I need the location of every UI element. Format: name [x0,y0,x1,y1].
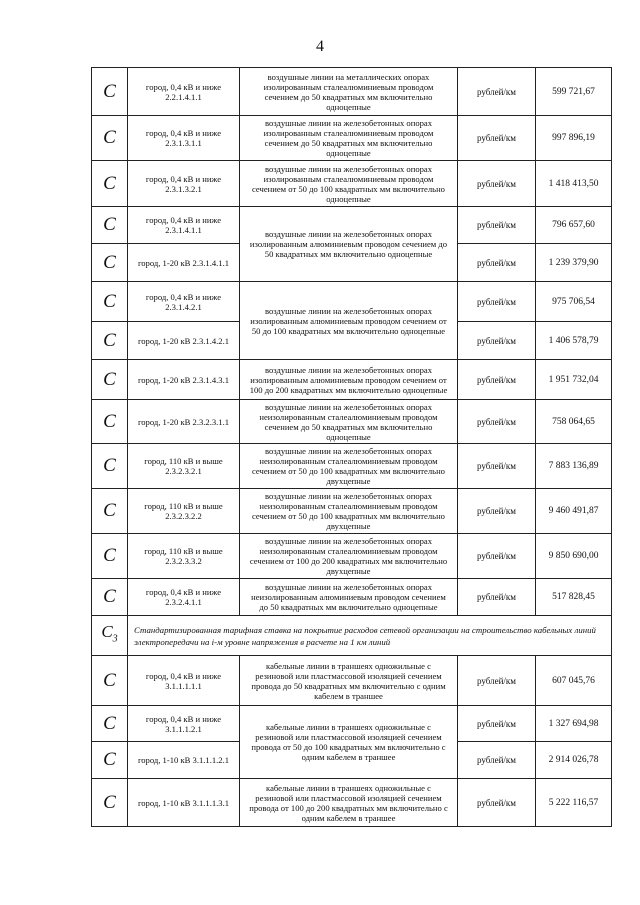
voltage-category: город, 0,4 кВ и ниже 2.2.1.4.1.1 [128,68,240,116]
line-description: воздушные линии на железобетонных опорах изолированным сталеалюминиевым проводом сечением до 50 квадратных мм включительно одноцепные [240,116,458,161]
page-number: 4 [316,38,324,55]
table-row [92,360,612,400]
rate-symbol: C [92,706,128,742]
tariff-table [91,67,612,827]
line-description: воздушные линии на железобетонных опорах изолированным алюминиевым проводом сечением от 50 до 100 квадратных мм включительно одноцепные [240,282,458,360]
voltage-category: город, 0,4 кВ и ниже 2.3.1.3.1.1 [128,116,240,161]
table-row [92,68,612,116]
unit-cell: рублей/км [458,322,536,360]
rate-value: 5 222 116,57 [536,779,612,827]
table-row [92,444,612,489]
voltage-category: город, 1-20 кВ 2.3.1.4.2.1 [128,322,240,360]
rate-symbol: C [92,68,128,116]
voltage-category: город, 1-20 кВ 2.3.2.3.1.1 [128,400,240,444]
line-description: воздушные линии на железобетонных опорах неизолированным сталеалюминиевым проводом сечением от 50 до 100 квадратных мм включительно двухцепные [240,489,458,534]
rate-value: 599 721,67 [536,68,612,116]
line-description: воздушные линии на железобетонных опорах неизолированным сталеалюминиевым проводом сечением от 100 до 200 квадратных мм включительно двухцепные [240,534,458,579]
line-description: воздушные линии на железобетонных опорах неизолированным сталеалюминиевым проводом сечением от 50 до 100 квадратных мм включительно двухцепные [240,444,458,489]
rate-symbol: C [92,489,128,534]
table-row [92,489,612,534]
rate-value: 796 657,60 [536,207,612,244]
rate-value: 1 418 413,50 [536,161,612,207]
rate-symbol: C [92,161,128,207]
voltage-category: город, 110 кВ и выше 2.3.2.3.3.2 [128,534,240,579]
line-description: воздушные линии на железобетонных опорах неизолированным алюминиевым проводом сечением до 50 квадратных мм включительно одноцепные [240,579,458,616]
rate-value: 975 706,54 [536,282,612,322]
table-row [92,656,612,706]
line-description: кабельные линии в траншеях одножильные с резиновой или пластмассовой изоляцией сечением провода от 50 до 100 квадратных мм включительно с одним кабелем в траншее [240,706,458,779]
section-symbol-letter: C [101,621,113,641]
rate-symbol: C [92,244,128,282]
rate-symbol: C [92,322,128,360]
table-row [92,161,612,207]
rate-value: 9 460 491,87 [536,489,612,534]
rate-symbol: C [92,282,128,322]
line-description: воздушные линии на железобетонных опорах изолированным сталеалюминиевым проводом сечением от 50 до 100 квадратных мм включительно одноцепные [240,161,458,207]
rate-symbol: C [92,579,128,616]
table-row [92,779,612,827]
unit-cell: рублей/км [458,656,536,706]
table-row [92,282,612,322]
line-description: воздушные линии на железобетонных опорах неизолированным сталеалюминиевым проводом сечением до 50 квадратных мм включительно одноцепные [240,400,458,444]
voltage-category: город, 0,4 кВ и ниже 3.1.1.1.2.1 [128,706,240,742]
voltage-category: город, 0,4 кВ и ниже 2.3.1.4.1.1 [128,207,240,244]
section-header-row [92,616,612,656]
rate-value: 607 045,76 [536,656,612,706]
table-row [92,579,612,616]
unit-cell: рублей/км [458,68,536,116]
rate-value: 2 914 026,78 [536,742,612,779]
unit-cell: рублей/км [458,400,536,444]
unit-cell: рублей/км [458,360,536,400]
line-description: кабельные линии в траншеях одножильные с резиновой или пластмассовой изоляцией сечением провода до 50 квадратных мм включительно с одним кабелем в траншее [240,656,458,706]
voltage-category: город, 0,4 кВ и ниже 2.3.1.3.2.1 [128,161,240,207]
unit-cell: рублей/км [458,444,536,489]
voltage-category: город, 110 кВ и выше 2.3.2.3.2.1 [128,444,240,489]
table-row [92,534,612,579]
voltage-category: город, 1-20 кВ 2.3.1.4.3.1 [128,360,240,400]
table-row [92,400,612,444]
voltage-category: город, 0,4 кВ и ниже 2.3.1.4.2.1 [128,282,240,322]
rate-symbol: C [92,742,128,779]
rate-value: 1 406 578,79 [536,322,612,360]
rate-symbol: C [92,656,128,706]
rate-value: 7 883 136,89 [536,444,612,489]
rate-value: 1 951 732,04 [536,360,612,400]
rate-value: 758 064,65 [536,400,612,444]
line-description: воздушные линии на железобетонных опорах изолированным алюминиевым проводом сечением от 100 до 200 квадратных мм включительно одноцепные [240,360,458,400]
unit-cell: рублей/км [458,244,536,282]
rate-value: 9 850 690,00 [536,534,612,579]
voltage-category: город, 0,4 кВ и ниже 2.3.2.4.1.1 [128,579,240,616]
voltage-category: город, 1-10 кВ 3.1.1.1.3.1 [128,779,240,827]
unit-cell: рублей/км [458,116,536,161]
section-description: Стандартизированная тарифная ставка на покрытие расходов сетевой организации на строительство кабельных линий электропередачи на i-м уровне напряжения в расчете на 1 км линий [128,616,612,656]
rate-symbol: C [92,360,128,400]
rate-symbol: C [92,779,128,827]
unit-cell: рублей/км [458,579,536,616]
rate-symbol: C [92,400,128,444]
rate-value: 517 828,45 [536,579,612,616]
rate-value: 1 327 694,98 [536,706,612,742]
unit-cell: рублей/км [458,779,536,827]
line-description: кабельные линии в траншеях одножильные с резиновой или пластмассовой изоляцией сечением провода от 100 до 200 квадратных мм включительно с одним кабелем в траншее [240,779,458,827]
voltage-category: город, 1-20 кВ 2.3.1.4.1.1 [128,244,240,282]
unit-cell: рублей/км [458,282,536,322]
line-description: воздушные линии на железобетонных опорах изолированным алюминиевым проводом сечением до 50 квадратных мм включительно одноцепные [240,207,458,282]
unit-cell: рублей/км [458,489,536,534]
rate-value: 1 239 379,90 [536,244,612,282]
section-symbol-subscript: 3 [112,633,118,645]
unit-cell: рублей/км [458,706,536,742]
table-row [92,706,612,742]
rate-symbol: C [92,444,128,489]
rate-value: 997 896,19 [536,116,612,161]
table-row [92,116,612,161]
voltage-category: город, 0,4 кВ и ниже 3.1.1.1.1.1 [128,656,240,706]
section-symbol [92,616,128,656]
line-description: воздушные линии на металлических опорах изолированным сталеалюминиевым проводом сечением до 50 квадратных мм включительно одноцепные [240,68,458,116]
rate-symbol: C [92,116,128,161]
unit-cell: рублей/км [458,207,536,244]
unit-cell: рублей/км [458,742,536,779]
rate-symbol: C [92,534,128,579]
unit-cell: рублей/км [458,534,536,579]
rate-symbol: C [92,207,128,244]
table-row [92,207,612,244]
voltage-category: город, 1-10 кВ 3.1.1.1.2.1 [128,742,240,779]
unit-cell: рублей/км [458,161,536,207]
voltage-category: город, 110 кВ и выше 2.3.2.3.2.2 [128,489,240,534]
